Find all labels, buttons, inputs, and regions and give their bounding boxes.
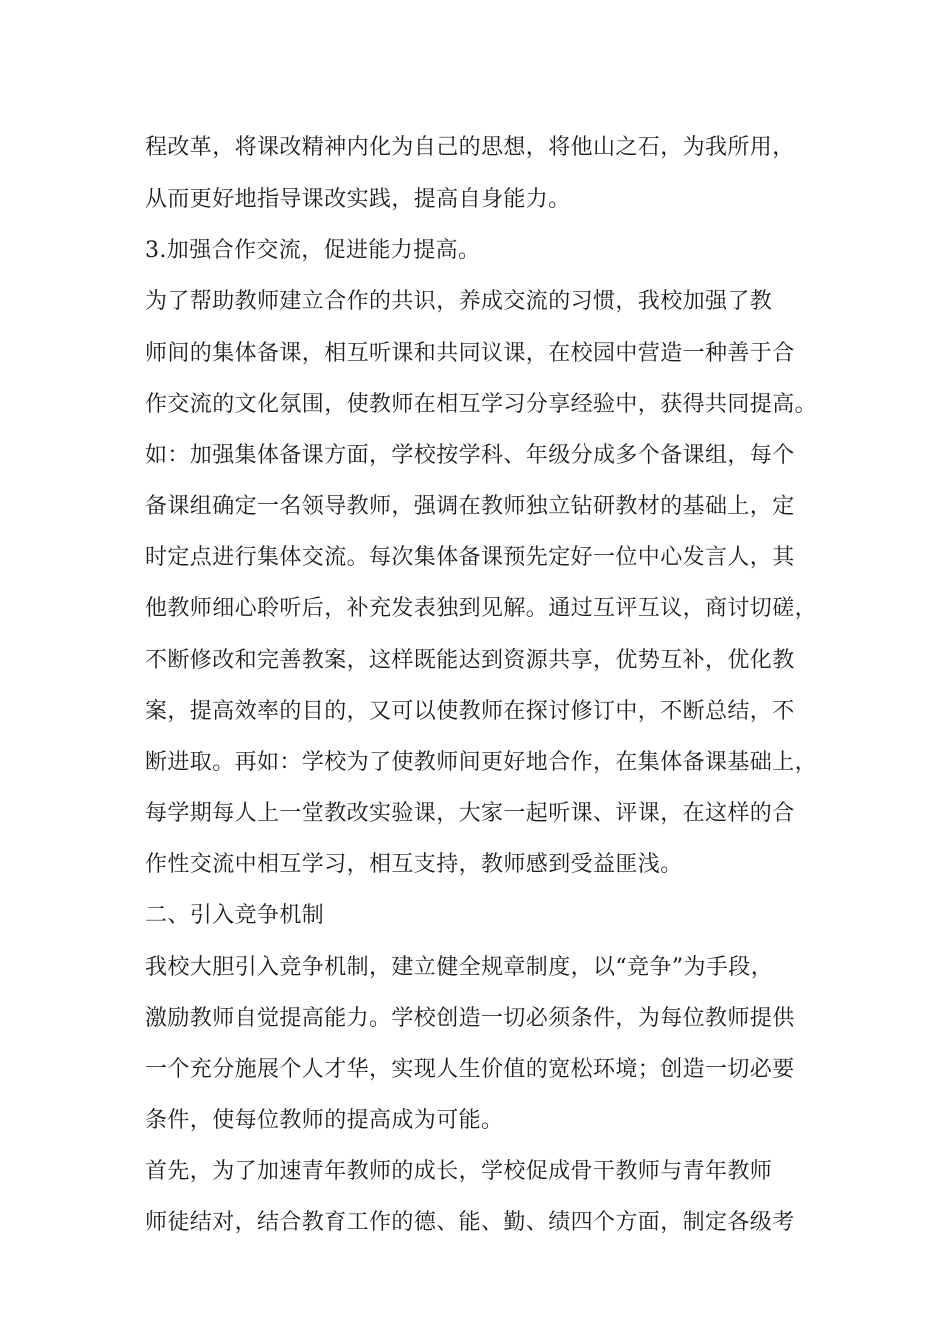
text-line: 他教师细心聆听后，补充发表独到见解。通过互评互议，商讨切磋， [145, 596, 818, 621]
text-line: 我校大胆引入竞争机制，建立健全规章制度，以“竞争”为手段， [145, 955, 774, 980]
text-line: 备课组确定一名领导教师，强调在教师独立钻研教材的基础上，定 [145, 494, 795, 519]
text-line: 案，提高效率的目的，又可以使教师在探讨修订中，不断总结，不 [145, 699, 795, 724]
text-line: 断进取。再如：学校为了使教师间更好地合作，在集体备课基础上， [145, 750, 818, 775]
section-heading: 二、引入竞争机制 [145, 903, 325, 928]
text-line: 如：加强集体备课方面，学校按学科、年级分成多个备课组，每个 [145, 443, 795, 468]
text-line: 不断修改和完善教案，这样既能达到资源共享，优势互补，优化教 [145, 648, 795, 673]
text-line: 从而更好地指导课改实践，提高自身能力。 [145, 187, 571, 212]
text-line: 每学期每人上一堂教改实验课，大家一起听课、评课，在这样的合 [145, 801, 795, 826]
text-line: 作性交流中相互学习，相互支持，教师感到受益匪浅。 [145, 852, 683, 877]
text-line: 师徒结对，结合教育工作的德、能、勤、绩四个方面，制定各级考 [145, 1210, 795, 1235]
text-line: 时定点进行集体交流。每次集体备课预先定好一位中心发言人，其 [145, 545, 795, 570]
text-line: 条件，使每位教师的提高成为可能。 [145, 1108, 504, 1133]
text-line: 作交流的文化氛围，使教师在相互学习分享经验中，获得共同提高。 [145, 392, 818, 417]
text-line: 首先，为了加速青年教师的成长，学校促成骨干教师与青年教师 [145, 1159, 773, 1184]
text-line: 激励教师自觉提高能力。学校创造一切必须条件，为每位教师提供 [145, 1006, 795, 1031]
text-line: 师间的集体备课，相互听课和共同议课，在校园中营造一种善于合 [145, 341, 795, 366]
section-heading: 3.加强合作交流，促进能力提高。 [145, 238, 481, 263]
text-line: 一个充分施展个人才华，实现人生价值的宽松环境；创造一切必要 [145, 1057, 795, 1082]
text-line: 为了帮助教师建立合作的共识，养成交流的习惯，我校加强了教 [145, 289, 773, 314]
text-line: 程改革，将课改精神内化为自己的思想，将他山之石，为我所用， [145, 135, 795, 160]
